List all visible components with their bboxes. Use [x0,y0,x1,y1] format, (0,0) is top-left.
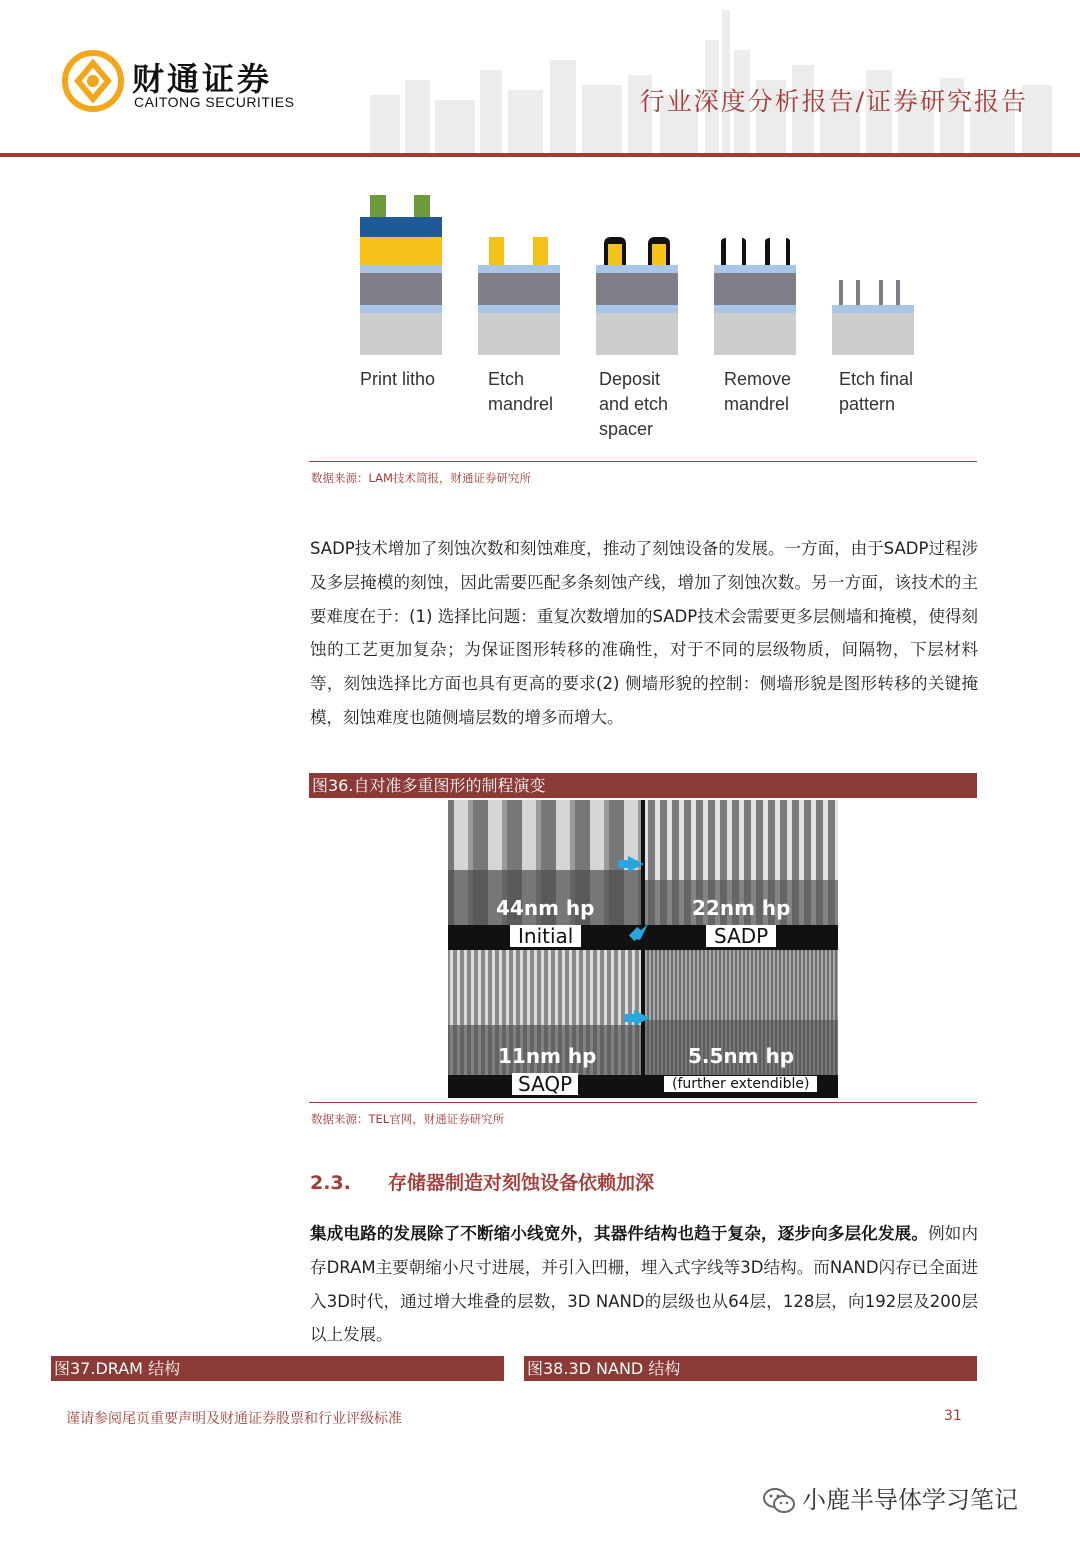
step-label-print-litho: Print litho [360,369,436,389]
sem-sadp-label: SADP [706,925,776,947]
wechat-watermark [762,1480,1018,1515]
sem-5-5nm-label: 5.5nm hp [688,1044,795,1068]
step-remove-mandrel-graphic [714,238,796,355]
report-type-title: 行业深度分析报告/证券研究报告 [639,87,1028,116]
figure36-title: 图36.自对准多重图形的制程演变 [309,773,977,798]
sem-44nm-label: 44nm hp [496,896,595,920]
step-etch-final-graphic [832,280,914,355]
step-label-etch-final: Etch final pattern [839,369,914,414]
sem-11nm-label: 11nm hp [498,1044,597,1068]
step-etch-mandrel-graphic [478,237,560,355]
memory-paragraph-text: 例如内存DRAM主要朝缩小尺寸进展，并引入凹栅，埋入式字线等3D结构。而NAND闪存已全面进入3D时代，通过增大堆叠的层数，3D NAND的层级也从64层，128层，向192层及200层以上发展。 [310,1224,979,1345]
sem-saqp-label: SAQP [512,1073,578,1095]
brand-name-en: CAITONG SECURITIES [134,94,295,110]
sem-22nm-label: 22nm hp [692,896,791,920]
brand-name-cn: 财通证券 [132,60,273,98]
footer-disclaimer: 谨请参阅尾页重要声明及财通证券股票和行业评级标准 [66,1411,402,1427]
watermark-text: 小鹿半导体学习笔记 [802,1486,1018,1514]
page-number: 31 [944,1408,962,1424]
sadp-process-diagram [340,180,940,450]
step-print-litho-graphic [360,195,442,355]
memory-paragraph-lead: 集成电路的发展除了不断缩小线宽外，其器件结构也趋于复杂，逐步向多层化发展。 [310,1224,929,1243]
source-divider [309,461,977,462]
sadp-step-illustrations [340,180,940,360]
caitong-logo-icon [62,50,124,112]
step-label-deposit-spacer: Deposit and etch spacer [599,369,669,439]
multi-patterning-sem-image [448,800,838,1098]
step-label-etch-mandrel: Etch mandrel [488,369,554,414]
page-header [0,0,1080,160]
source-divider [309,1102,977,1103]
memory-paragraph [310,1217,978,1352]
section-title: 存储器制造对刻蚀设备依赖加深 [388,1172,655,1194]
city-skyline-watermark [330,0,1080,155]
sadp-paragraph: SADP技术增加了刻蚀次数和刻蚀难度，推动了刻蚀设备的发展。一方面，由于SADP过程涉及多层掩模的刻蚀，因此需要匹配多条刻蚀产线，增加了刻蚀次数。另一方面，该技术的主要难度在于：(1) 选择比问题：重复次数增加的SADP技术会需要更多层侧墙和掩模，使得刻蚀的工艺更加复杂；为保证图形转移的准确性，对于不同的层级物质，间隔物，下层材料等，刻蚀选择比方面也具有更高的要求(2) 侧墙形貌的控制：侧墙形貌是图形转移的关键掩模，刻蚀难度也随侧墙层数的增多而增大。 [310,539,978,727]
sem-further-label: (further extendible) [664,1076,817,1092]
section-number: 2.3. [310,1172,351,1194]
step-label-remove-mandrel: Remove mandrel [724,369,792,414]
sem-initial-label: Initial [510,925,581,947]
figure35-source: 数据来源：LAM技术简报，财通证券研究所 [311,471,531,485]
figure37-title: 图37.DRAM 结构 [51,1356,504,1381]
figure38-title: 图38.3D NAND 结构 [524,1356,977,1381]
header-divider [0,153,1080,157]
section-heading [310,1168,654,1195]
figure36-source: 数据来源：TEL官网，财通证券研究所 [311,1112,505,1126]
step-deposit-spacer-graphic [596,237,678,355]
wechat-icon [762,1487,796,1515]
